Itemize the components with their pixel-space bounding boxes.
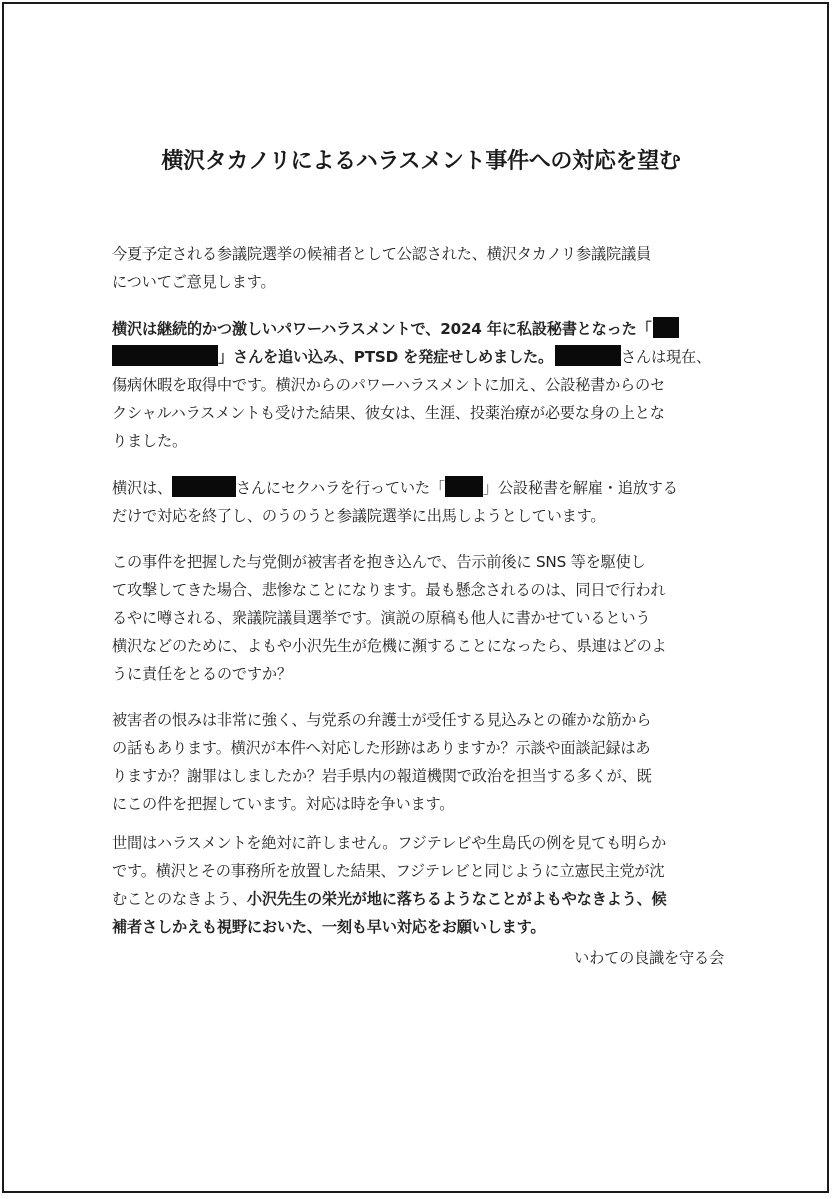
redaction-bar — [445, 476, 483, 497]
signature: いわての良識を守る会 — [574, 949, 724, 967]
paragraph-text: さんは現在、 — [621, 348, 711, 366]
redaction-bar — [653, 317, 679, 338]
paragraph-4 — [112, 548, 724, 688]
paragraph-3 — [112, 474, 724, 530]
paragraph-2 — [112, 315, 724, 455]
paragraph-6 — [112, 829, 724, 941]
paragraph-line: についてご意見します。 — [112, 273, 276, 291]
paragraph-line: です。横沢とその事務所を放置した結果、フジテレビと同じように立憲民主党が沈 — [112, 862, 665, 880]
bold-text: 横沢は継続的かつ激しいパワーハラスメントで、2024 年に私設秘書となった「 — [112, 320, 652, 338]
bold-text: 」さんを追い込み、PTSD を発症せしめました。 — [218, 348, 553, 366]
paragraph-line: て攻撃してきた場合、悲惨なことになります。最も懸念されるのは、同日で行われ — [112, 581, 666, 599]
paragraph-text: さんにセクハラを行っていた「 — [235, 479, 445, 497]
bold-text: 小沢先生の栄光が地に落ちるようなことがよもやなきよう、候 — [246, 890, 667, 908]
redaction-bar — [555, 345, 621, 366]
paragraph-text: 横沢は、 — [112, 479, 172, 497]
paragraph-line: にこの件を把握しています。対応は時を争います。 — [112, 795, 455, 813]
paragraph-line — [112, 885, 724, 913]
paragraph-line: 傷病休暇を取得中です。横沢からのパワーハラスメントに加え、公設秘書からのセ — [112, 376, 666, 394]
paragraph-line: りますか？謝罪はしましたか？岩手県内の報道機関で政治を担当する多くが、既 — [112, 767, 652, 785]
paragraph-line: るやに噂される、衆議院議員選挙です。演説の原稿も他人に書かせているという — [112, 609, 651, 627]
paragraph-line: 横沢などのために、よもや小沢先生が危機に瀕することになったら、県連はどのよ — [112, 637, 667, 655]
paragraph-5 — [112, 706, 724, 818]
paragraph-line: クシャルハラスメントも受けた結果、彼女は、生涯、投薬治療が必要な身の上とな — [112, 404, 665, 422]
redaction-bar — [112, 345, 218, 366]
paragraph-text: 」公設秘書を解雇・追放する — [482, 479, 678, 497]
paragraph-line: りました。 — [112, 432, 187, 450]
paragraph-line: この事件を把握した与党側が被害者を抱き込んで、告示前後に SNS 等を駆使し — [112, 553, 646, 571]
paragraph-line: の話もあります。横沢が本件へ対応した形跡はありますか？示談や面談記録はあ — [112, 739, 651, 757]
paragraph-line — [112, 343, 724, 371]
paragraph-line: だけで対応を終了し、のうのうと参議院選挙に出馬しようとしています。 — [112, 507, 606, 525]
paragraph-line: 被害者の恨みは非常に強く、与党系の弁護士が受任する見込みとの確かな筋から — [112, 711, 652, 729]
paragraph-text: むことのなきよう、 — [112, 890, 247, 908]
redaction-bar — [172, 476, 236, 497]
paragraph-line — [112, 474, 724, 502]
paragraph-line: 世間はハラスメントを絶対に許しません。フジテレビや生島氏の例を見ても明らか — [112, 834, 667, 852]
paragraph-line: うに責任をとるのですか？ — [112, 665, 292, 683]
paragraph-line: 補者さしかえも視野においた、一刻も早い対応をお願いします。 — [112, 918, 546, 936]
paragraph-line: 今夏予定される参議院選挙の候補者として公認された、横沢タカノリ参議院議員 — [112, 245, 651, 263]
paragraph-1 — [112, 240, 724, 296]
paragraph-line — [112, 315, 724, 343]
document-title: 横沢タカノリによるハラスメント事件への対応を望む — [161, 149, 681, 174]
